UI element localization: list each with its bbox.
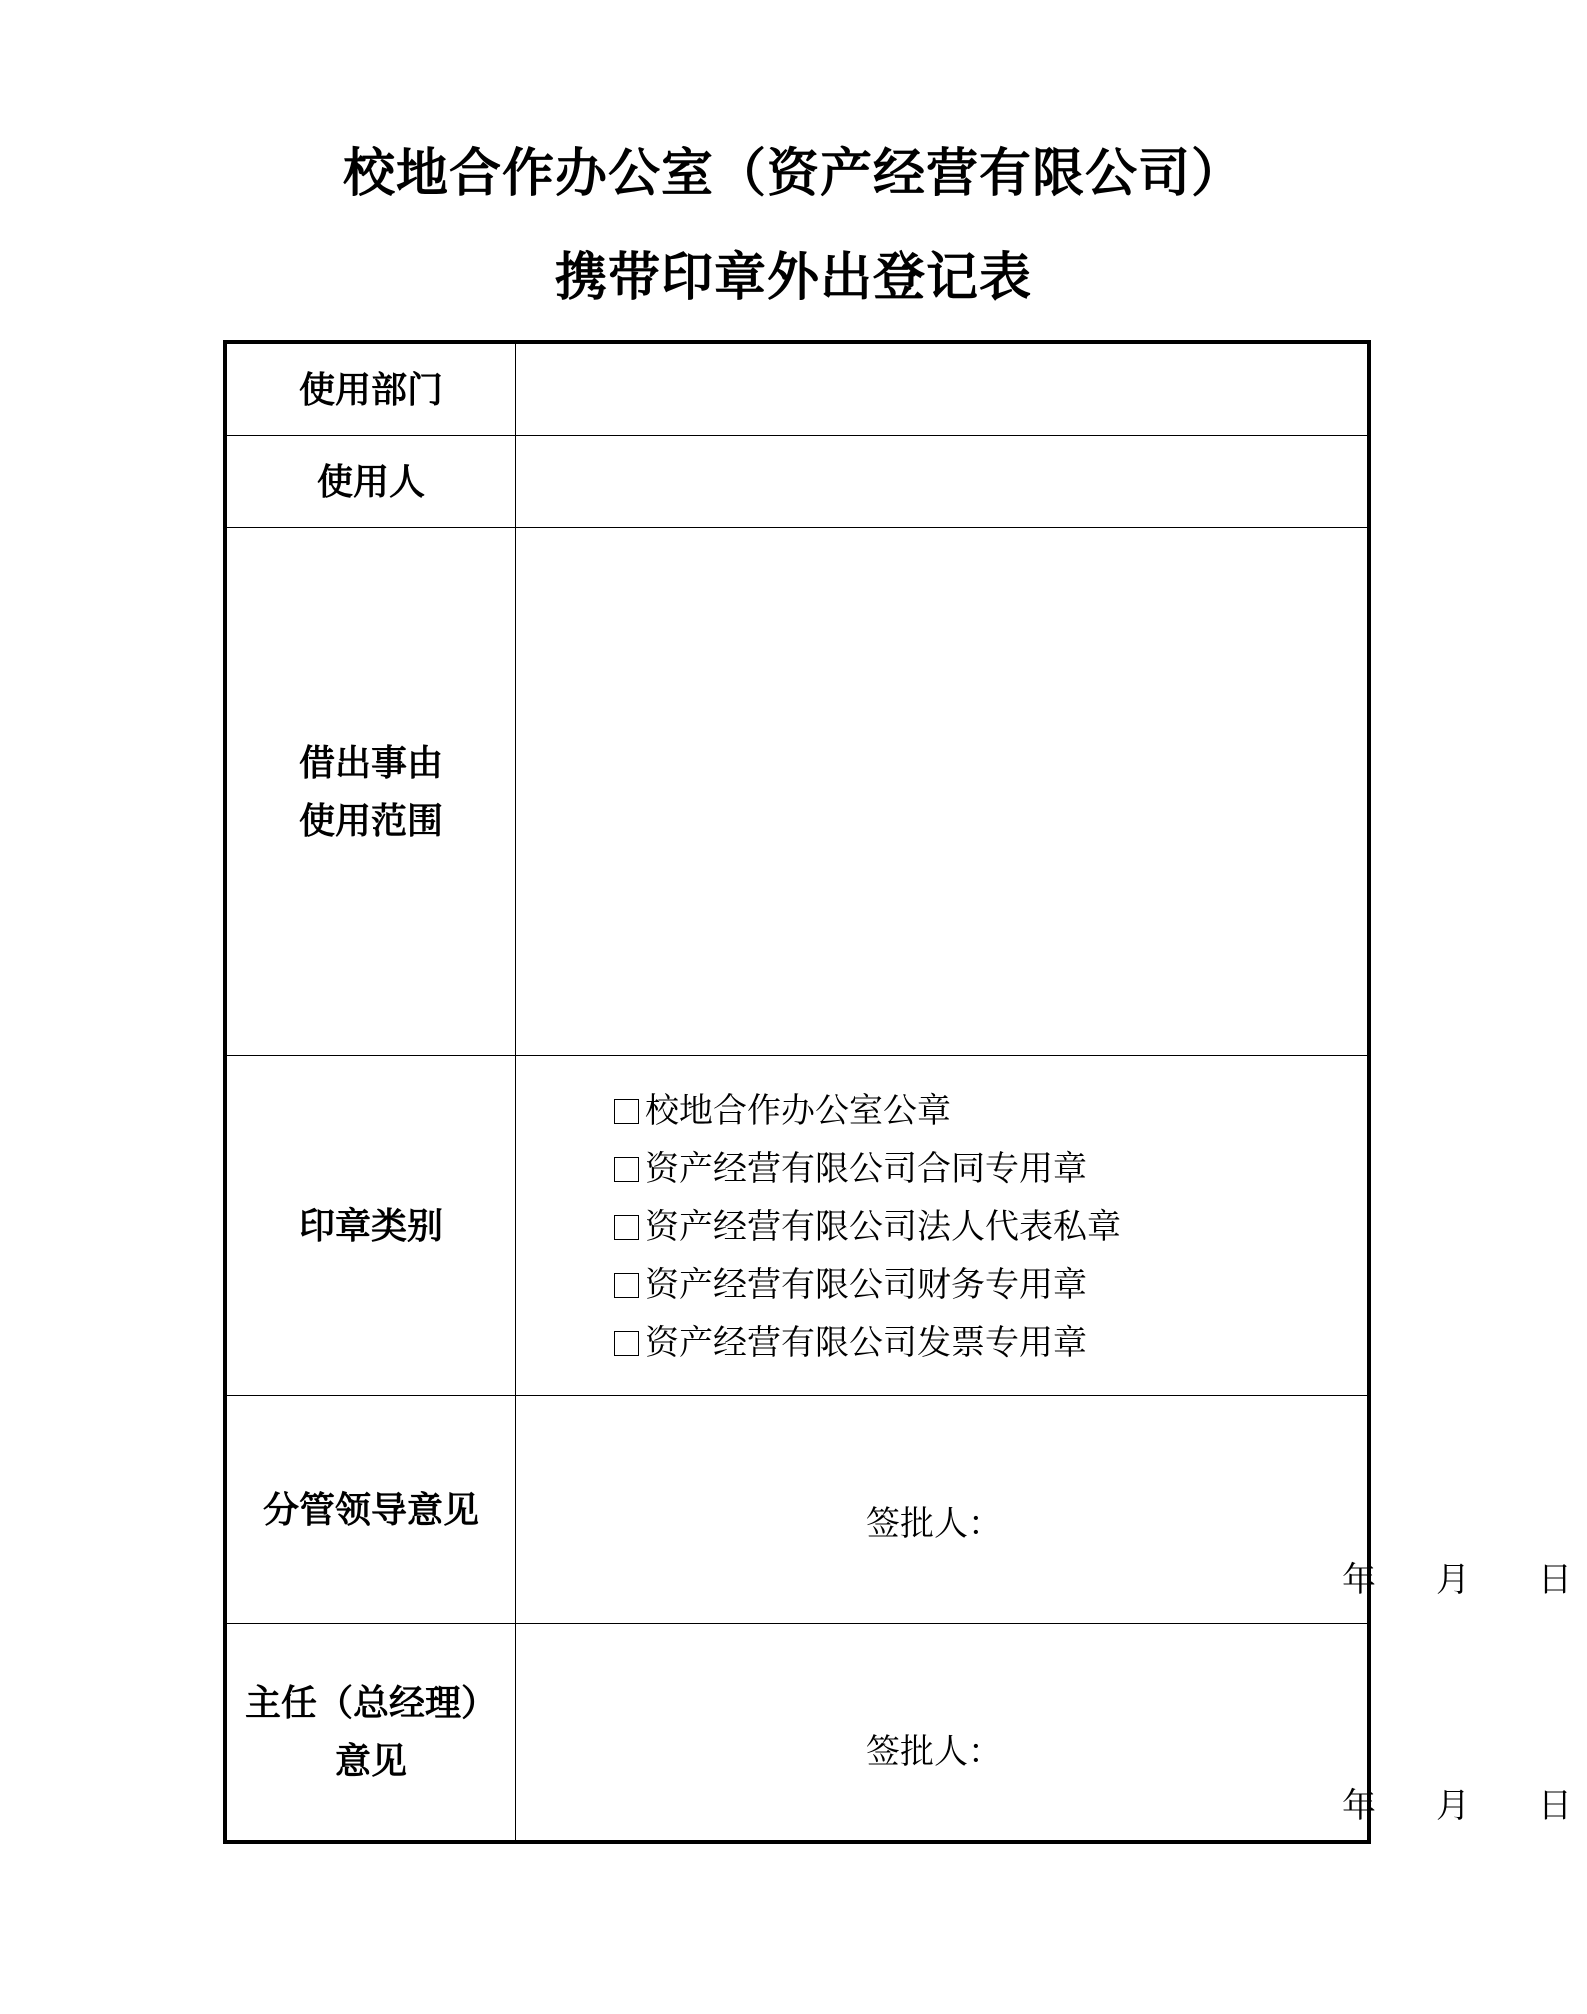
reason-label (227, 528, 516, 1055)
reason-label-line2: 使用范围 (298, 799, 443, 842)
checkbox-icon[interactable] (614, 1215, 639, 1240)
leader-signer-label: 签批人： (866, 1504, 1002, 1544)
seal-type-label-text: 印章类别 (298, 1204, 443, 1247)
reason-row (227, 528, 1367, 1056)
director-opinion-field[interactable] (516, 1624, 1572, 1840)
user-label (227, 436, 516, 527)
department-row (227, 344, 1367, 436)
seal-type-row (227, 1056, 1367, 1396)
reason-field[interactable] (516, 528, 1367, 1055)
director-opinion-label-line2: 意见 (334, 1740, 407, 1782)
director-opinion-label (227, 1624, 516, 1840)
department-label (227, 344, 516, 435)
director-date-month: 月 (1436, 1786, 1470, 1826)
department-label-text: 使用部门 (298, 368, 443, 411)
leader-date-day: 日 (1538, 1560, 1572, 1600)
seal-option-label: 校地合作办公室公章 (645, 1091, 951, 1131)
seal-option-invoice[interactable] (614, 1314, 1121, 1372)
checkbox-icon[interactable] (614, 1331, 639, 1356)
user-field[interactable] (516, 436, 1367, 527)
reason-label-line1: 借出事由 (298, 741, 443, 784)
form-subtitle: 携带印章外出登记表 (554, 247, 1032, 308)
seal-option-label: 资产经营有限公司发票专用章 (645, 1323, 1087, 1363)
leader-opinion-label-text: 分管领导意见 (262, 1488, 479, 1531)
seal-type-options-cell (516, 1056, 1367, 1395)
seal-type-label (227, 1056, 516, 1395)
leader-opinion-row (227, 1396, 1572, 1624)
seal-option-finance[interactable] (614, 1256, 1121, 1314)
leader-date-year: 年 (1342, 1560, 1376, 1600)
leader-opinion-field[interactable] (516, 1396, 1572, 1623)
director-opinion-row (227, 1624, 1572, 1840)
seal-option-legal-rep[interactable] (614, 1198, 1121, 1256)
user-label-text: 使用人 (316, 460, 425, 503)
checkbox-icon[interactable] (614, 1099, 639, 1124)
seal-option-school-office[interactable] (614, 1082, 1121, 1140)
seal-checkout-form (223, 340, 1572, 1844)
checkbox-icon[interactable] (614, 1273, 639, 1298)
seal-type-options (614, 1082, 1121, 1372)
director-date-day: 日 (1538, 1786, 1572, 1826)
form-title: 校地合作办公室（资产经营有限公司） (342, 143, 1244, 204)
seal-option-label: 资产经营有限公司财务专用章 (645, 1265, 1087, 1305)
seal-option-contract[interactable] (614, 1140, 1121, 1198)
director-date-year: 年 (1342, 1786, 1376, 1826)
checkbox-icon[interactable] (614, 1157, 639, 1182)
leader-opinion-label (227, 1396, 516, 1623)
leader-date-month: 月 (1436, 1560, 1470, 1600)
department-field[interactable] (516, 344, 1367, 435)
director-signer-label: 签批人： (866, 1732, 1002, 1772)
user-row (227, 436, 1367, 528)
seal-option-label: 资产经营有限公司合同专用章 (645, 1149, 1087, 1189)
seal-option-label: 资产经营有限公司法人代表私章 (645, 1207, 1121, 1247)
director-opinion-label-line1: 主任（总经理） (244, 1682, 497, 1724)
